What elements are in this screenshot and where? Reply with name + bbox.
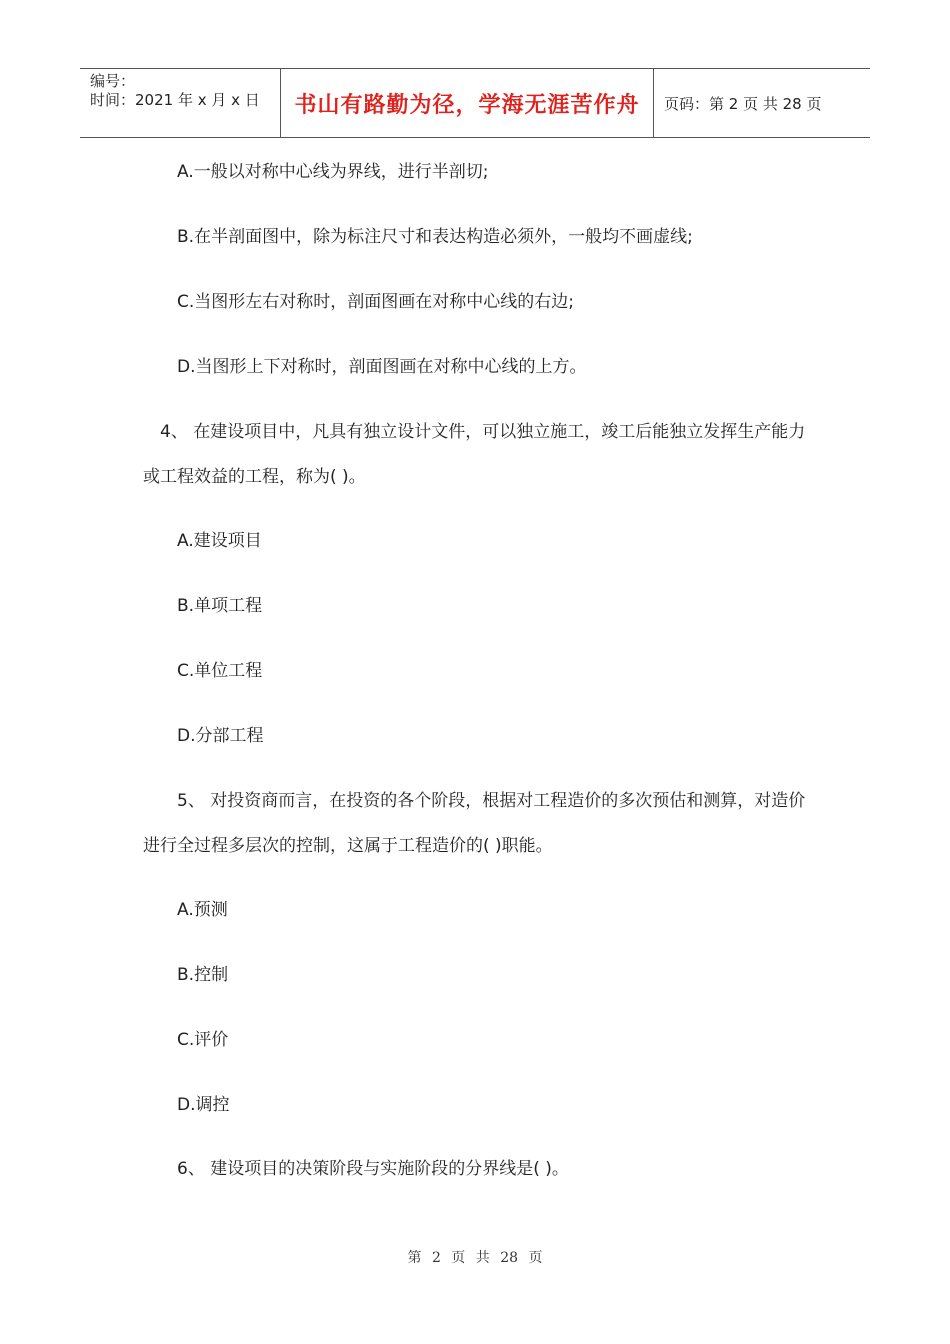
serial-label: 编号： bbox=[90, 72, 136, 90]
option-c-q3: C.当图形左右对称时，剖面图画在对称中心线的右边; bbox=[177, 292, 575, 312]
page-header bbox=[80, 68, 870, 138]
question-5-line-1: 5、 对投资商而言，在投资的各个阶段，根据对工程造价的多次预估和测算，对造价 bbox=[177, 791, 806, 811]
option-d-q3: D.当图形上下对称时，剖面图画在对称中心线的上方。 bbox=[177, 357, 587, 377]
option-b-q4: B.单项工程 bbox=[177, 596, 263, 616]
option-a-q4: A.建设项目 bbox=[177, 531, 262, 551]
date-label: 时间：2021 年 x 月 x 日 bbox=[90, 91, 260, 109]
question-4-line-2: 或工程效益的工程，称为( )。 bbox=[143, 467, 366, 487]
option-d-q5: D.调控 bbox=[177, 1095, 230, 1115]
header-info-cell bbox=[80, 69, 281, 137]
option-b-q3: B.在半剖面图中，除为标注尺寸和表达构造必须外，一般均不画虚线; bbox=[177, 227, 693, 247]
option-c-q5: C.评价 bbox=[177, 1030, 229, 1050]
page-footer: 第 2 页 共 28 页 bbox=[407, 1250, 543, 1266]
question-5-line-2: 进行全过程多层次的控制，这属于工程造价的( )职能。 bbox=[143, 836, 553, 856]
header-slogan-cell bbox=[281, 69, 654, 137]
page-info: 页码：第 2 页 共 28 页 bbox=[664, 94, 822, 113]
option-d-q4: D.分部工程 bbox=[177, 726, 264, 746]
question-4-line-1: 4、 在建设项目中，凡具有独立设计文件，可以独立施工，竣工后能独立发挥生产能力 bbox=[160, 422, 806, 442]
slogan: 书山有路勤为径，学海无涯苦作舟 bbox=[294, 92, 640, 118]
question-6-line-1: 6、 建设项目的决策阶段与实施阶段的分界线是( )。 bbox=[177, 1159, 569, 1179]
header-page-cell bbox=[654, 69, 870, 137]
option-a-q3: A.一般以对称中心线为界线，进行半剖切; bbox=[177, 162, 489, 182]
option-c-q4: C.单位工程 bbox=[177, 661, 263, 681]
option-b-q5: B.控制 bbox=[177, 965, 229, 985]
option-a-q5: A.预测 bbox=[177, 900, 228, 920]
